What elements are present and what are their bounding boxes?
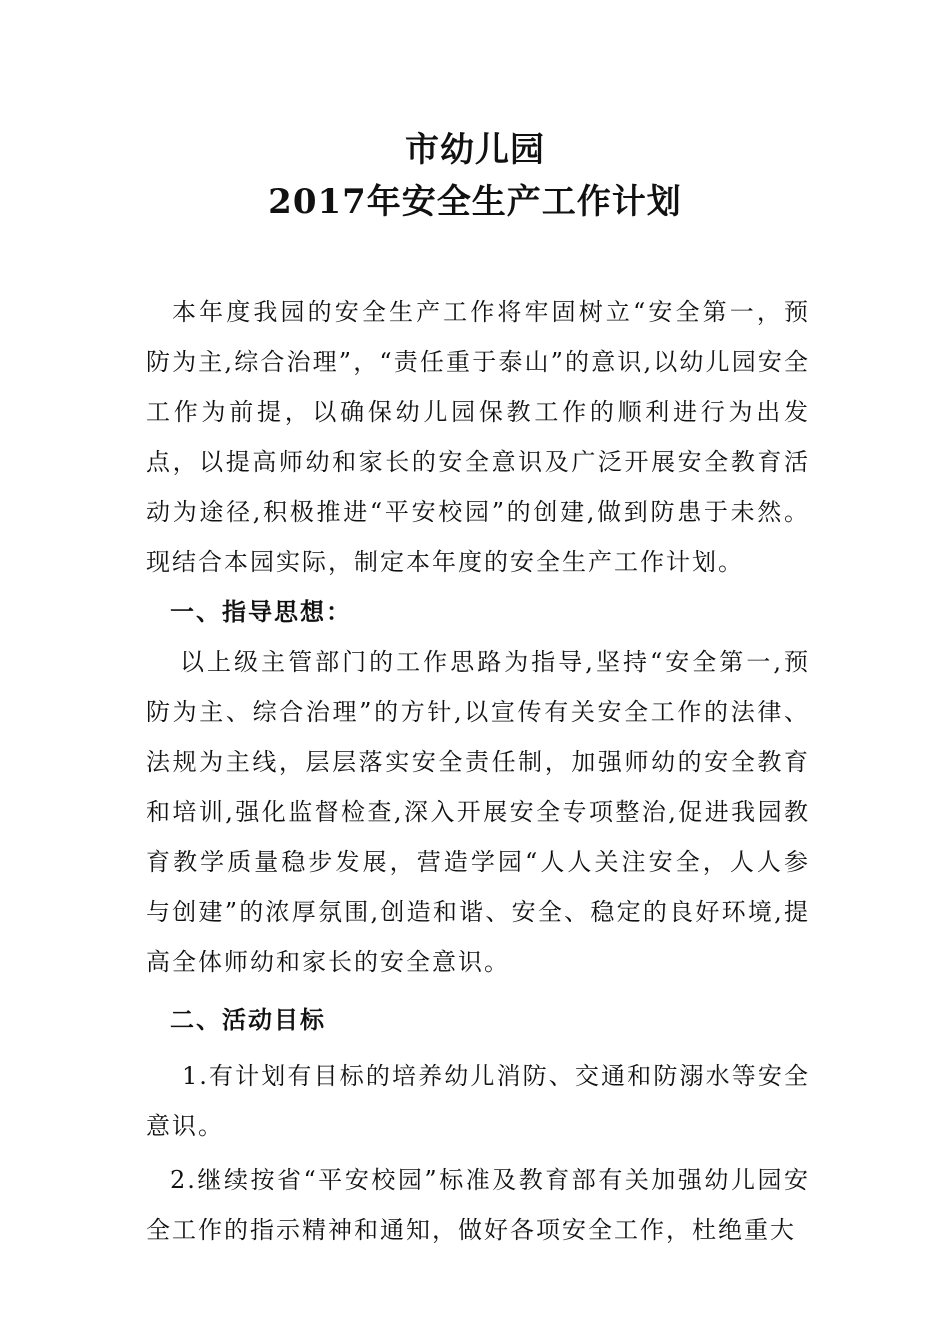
document-body — [146, 287, 810, 1255]
goal-item-1: 1.有计划有目标的培养幼儿消防、交通和防溺水等安全意识。 — [146, 1062, 810, 1140]
section2-heading: 二、活动目标 — [170, 1005, 326, 1034]
document-title-line1: 市幼儿园 — [405, 130, 545, 170]
section1-paragraph: 以上级主管部门的工作思路为指导,坚持“安全第一,预防为主、综合治理”的方针,以宣传有关安全工作的法律、法规为主线，层层落实安全责任制，加强师幼的安全教育和培训,强化监督检查,深入开展安全专项整治,促进我园教育教学质量稳步发展，营造学园“人人关注安全，人人参与创建”的浓厚氛围,创造和谐、安全、稳定的良好环境,提高全体师幼和家长的安全意识。 — [146, 648, 810, 976]
intro-paragraph: 本年度我园的安全生产工作将牢固树立“安全第一，预防为主,综合治理”，“责任重于泰山”的意识,以幼儿园安全工作为前提，以确保幼儿园保教工作的顺利进行为出发点，以提高师幼和家长的安全意识及广泛开展安全教育活动为途径,积极推进“平安校园”的创建,做到防患于未然。现结合本园实际，制定本年度的安全生产工作计划。 — [146, 298, 810, 576]
section1-heading: 一、指导思想： — [170, 597, 352, 626]
goal-item-2: 2.继续按省“平安校园”标准及教育部有关加强幼儿园安全工作的指示精神和通知，做好各项安全工作，杜绝重大 — [146, 1166, 810, 1244]
document-title-line2: 2017年安全生产工作计划 — [268, 182, 682, 222]
